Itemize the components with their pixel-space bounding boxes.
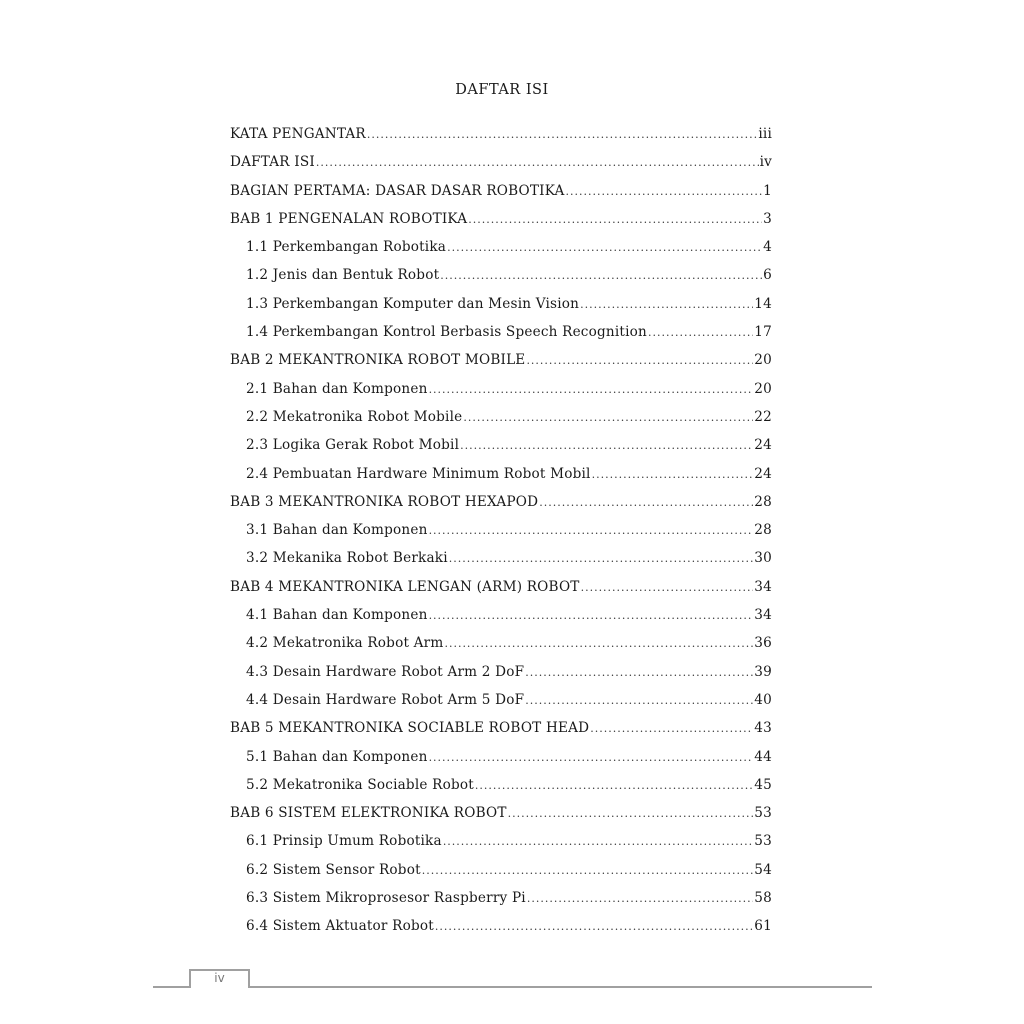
toc-subentry [230, 749, 772, 777]
toc-subentry [230, 664, 772, 692]
toc-entry-label: 4.4 Desain Hardware Robot Arm 5 DoF [246, 691, 525, 708]
page-title: DAFTAR ISI [455, 82, 549, 98]
toc-entry-page: 39 [754, 663, 772, 680]
toc-subentry [230, 437, 772, 465]
toc-entry-label: 6.1 Prinsip Umum Robotika [246, 833, 442, 850]
dot-leader [443, 835, 753, 848]
toc-subentry [230, 409, 772, 437]
toc-subentry [230, 324, 772, 352]
toc-entry [230, 579, 772, 607]
dot-leader [580, 298, 753, 311]
toc-entry-page: 43 [754, 720, 772, 737]
dot-leader [440, 269, 762, 282]
toc-entry-page: 36 [754, 635, 772, 652]
toc-entry-label: 2.4 Pembuatan Hardware Minimum Robot Mobil [246, 465, 591, 482]
toc-entry-page: 34 [754, 607, 772, 624]
toc-entry [230, 183, 772, 211]
toc-entry-page: 28 [754, 493, 772, 510]
dot-leader [525, 694, 753, 707]
toc-entry [230, 211, 772, 239]
toc-entry [230, 720, 772, 748]
toc-subentry [230, 833, 772, 861]
dot-leader [316, 156, 759, 169]
toc-entry-page: iv [759, 154, 772, 171]
toc-entry-label: 1.3 Perkembangan Komputer dan Mesin Vision [246, 295, 580, 312]
dot-leader [449, 552, 754, 565]
dot-leader [460, 439, 753, 452]
toc-subentry [230, 267, 772, 295]
toc-entry [230, 805, 772, 833]
dot-leader [468, 213, 762, 226]
toc-entry-page: 45 [754, 776, 772, 793]
toc-subentry [230, 239, 772, 267]
toc-entry-label: 6.2 Sistem Sensor Robot [246, 861, 421, 878]
toc-entry-page: 17 [754, 324, 772, 341]
toc-entry-label: BAB 4 MEKANTRONIKA LENGAN (ARM) ROBOT [230, 578, 580, 595]
dot-leader [526, 354, 753, 367]
toc-subentry [230, 296, 772, 324]
toc-entry-page: 1 [763, 182, 772, 199]
toc-subentry [230, 466, 772, 494]
toc-subentry [230, 890, 772, 918]
toc-entry-page: 61 [754, 918, 772, 935]
footer-page-number: iv [214, 971, 225, 985]
toc-entry-label: 1.2 Jenis dan Bentuk Robot [246, 267, 440, 284]
footer-rule [153, 986, 872, 988]
toc-subentry [230, 918, 772, 946]
dot-leader [475, 779, 753, 792]
toc-entry-page: 4 [763, 239, 772, 256]
toc-entry [230, 126, 772, 154]
dot-leader [447, 241, 762, 254]
toc-entry-page: 34 [754, 578, 772, 595]
dot-leader [581, 581, 754, 594]
dot-leader [429, 524, 754, 537]
toc-subentry [230, 550, 772, 578]
toc-subentry [230, 692, 772, 720]
dot-leader [508, 807, 754, 820]
toc-entry-label: BAB 6 SISTEM ELEKTRONIKA ROBOT [230, 805, 507, 822]
toc-entry-page: 44 [754, 748, 772, 765]
toc-entry-label: 3.2 Mekanika Robot Berkaki [246, 550, 448, 567]
toc-subentry [230, 862, 772, 890]
dot-leader [566, 185, 763, 198]
toc-entry-label: DAFTAR ISI [230, 154, 315, 171]
toc-entry-page: 14 [754, 295, 772, 312]
toc-entry-label: 4.3 Desain Hardware Robot Arm 2 DoF [246, 663, 525, 680]
dot-leader [367, 128, 757, 141]
toc-entry-label: 2.1 Bahan dan Komponen [246, 380, 428, 397]
toc-entry-label: 1.1 Perkembangan Robotika [246, 239, 447, 256]
toc-entry-label: 3.1 Bahan dan Komponen [246, 522, 428, 539]
toc-entry-label: 5.2 Mekatronika Sociable Robot [246, 776, 474, 793]
toc-entry-page: 53 [754, 833, 772, 850]
toc-entry-page: 53 [754, 805, 772, 822]
toc-entry [230, 352, 772, 380]
dot-leader [429, 383, 754, 396]
toc-entry-label: 5.1 Bahan dan Komponen [246, 748, 428, 765]
toc-entry-label: BAGIAN PERTAMA: DASAR DASAR ROBOTIKA [230, 182, 565, 199]
toc-entry-label: 6.3 Sistem Mikroprosesor Raspberry Pi [246, 890, 526, 907]
toc-subentry [230, 635, 772, 663]
toc-subentry [230, 777, 772, 805]
dot-leader [444, 637, 753, 650]
dot-leader [590, 722, 753, 735]
toc-entry [230, 494, 772, 522]
toc-entry-page: 28 [754, 522, 772, 539]
toc-entry-page: 20 [754, 352, 772, 369]
toc-entry-page: 24 [754, 465, 772, 482]
toc-entry-page: 6 [763, 267, 772, 284]
toc-entry-label: BAB 3 MEKANTRONIKA ROBOT HEXAPOD [230, 493, 539, 510]
toc-entry-label: 2.3 Logika Gerak Robot Mobil [246, 437, 460, 454]
toc-subentry [230, 522, 772, 550]
dot-leader [422, 864, 754, 877]
toc-entry-label: 4.1 Bahan dan Komponen [246, 607, 428, 624]
dot-leader [429, 609, 754, 622]
toc-entry [230, 154, 772, 182]
toc-entry-label: BAB 2 MEKANTRONIKA ROBOT MOBILE [230, 352, 526, 369]
toc-entry-page: 22 [754, 408, 772, 425]
toc-entry-label: 4.2 Mekatronika Robot Arm [246, 635, 444, 652]
toc-entry-label: 6.4 Sistem Aktuator Robot [246, 918, 434, 935]
dot-leader [429, 751, 754, 764]
toc-entry-label: KATA PENGANTAR [230, 126, 366, 142]
toc-entry-label: 2.2 Mekatronika Robot Mobile [246, 408, 463, 425]
dot-leader [435, 920, 753, 933]
toc-entry-page: 54 [754, 861, 772, 878]
dot-leader [592, 468, 754, 481]
toc-entry-label: BAB 1 PENGENALAN ROBOTIKA [230, 210, 468, 227]
toc-subentry [230, 607, 772, 635]
dot-leader [648, 326, 753, 339]
dot-leader [463, 411, 753, 424]
table-of-contents [230, 126, 772, 947]
toc-entry-page: 30 [754, 550, 772, 567]
toc-entry-page: iii [758, 126, 772, 142]
dot-leader [539, 496, 753, 509]
toc-entry-page: 3 [763, 210, 772, 227]
toc-entry-page: 58 [754, 890, 772, 907]
toc-entry-label: 1.4 Perkembangan Kontrol Berbasis Speech Recognition [246, 324, 647, 341]
toc-entry-page: 24 [754, 437, 772, 454]
toc-entry-page: 20 [754, 380, 772, 397]
dot-leader [525, 666, 753, 679]
toc-entry-label: BAB 5 MEKANTRONIKA SOCIABLE ROBOT HEAD [230, 720, 590, 737]
toc-subentry [230, 381, 772, 409]
toc-entry-page: 40 [754, 691, 772, 708]
dot-leader [527, 892, 753, 905]
